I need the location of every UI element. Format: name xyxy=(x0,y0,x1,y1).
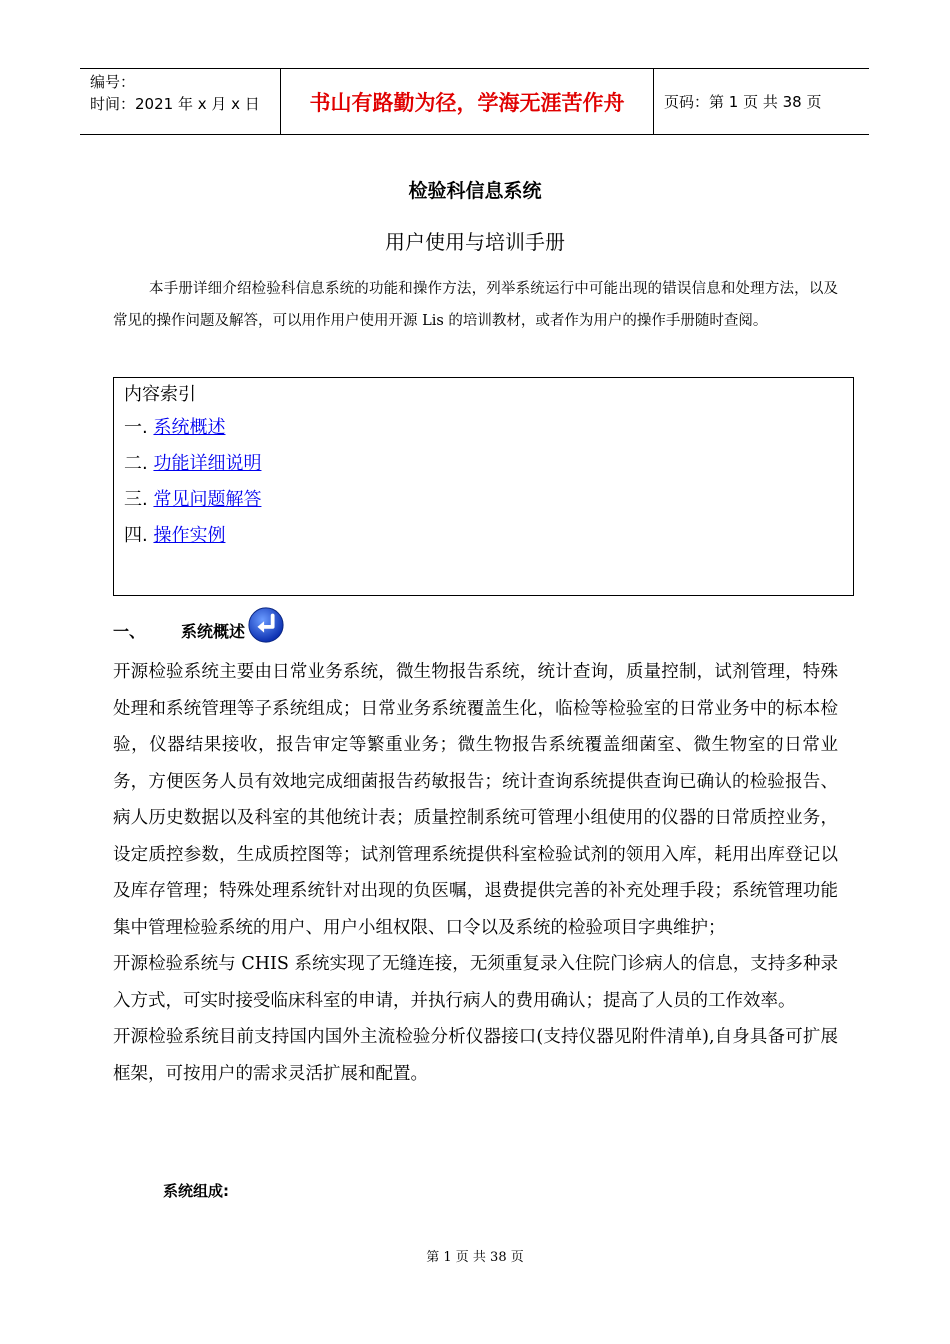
toc-item-number: 一. xyxy=(124,417,154,438)
toc-item-number: 三. xyxy=(124,489,154,510)
intro-paragraph: 本手册详细介绍检验科信息系统的功能和操作方法，列举系统运行中可能出现的错误信息和处理方法，以及常见的操作问题及解答，可以用作用户使用开源 Lis 的培训教材，或者作为用户的操作手册随时查阅。 xyxy=(113,281,838,329)
toc-link-examples[interactable]: 操作实例 xyxy=(153,525,226,546)
time-label: 时间：2021 年 x 月 x 日 xyxy=(90,95,260,113)
document-subtitle: 用户使用与培训手册 xyxy=(385,230,565,254)
toc-link-faq[interactable]: 常见问题解答 xyxy=(153,489,262,510)
section-heading xyxy=(113,602,285,642)
toc-item xyxy=(124,518,853,554)
subsection-heading: 系统组成: xyxy=(163,1182,229,1200)
body-paragraph: 开源检验系统目前支持国内国外主流检验分析仪器接口(支持仪器见附件清单),自身具备可扩展框架，可按用户的需求灵活扩展和配置。 xyxy=(113,1027,838,1084)
toc-title: 内容索引 xyxy=(124,384,196,405)
toc-item xyxy=(124,410,853,446)
body-paragraph: 开源检验系统与 CHIS 系统实现了无缝连接，无须重复录入住院门诊病人的信息，支持多种录入方式，可实时接受临床科室的申请，并执行病人的费用确认；提高了人员的工作效率。 xyxy=(113,954,838,1011)
toc-item-number: 四. xyxy=(124,525,154,546)
page-info: 页码：第 1 页 共 38 页 xyxy=(664,93,822,111)
toc-link-functions[interactable]: 功能详细说明 xyxy=(153,453,262,474)
section-number: 一、 xyxy=(113,622,146,641)
header-left-cell xyxy=(80,69,280,134)
number-label: 编号： xyxy=(90,73,136,91)
page-footer: 第 1 页 共 38 页 xyxy=(426,1250,524,1265)
header-table xyxy=(80,68,869,135)
document-title: 检验科信息系统 xyxy=(408,180,542,202)
motto: 书山有路勤为径，学海无涯苦作舟 xyxy=(280,69,654,134)
return-arrow-icon[interactable] xyxy=(247,606,285,644)
body-paragraph: 开源检验系统主要由日常业务系统，微生物报告系统，统计查询，质量控制，试剂管理，特殊处理和系统管理等子系统组成；日常业务系统覆盖生化，临检等检验室的日常业务中的标本检验，仪器结果接收，报告审定等繁重业务；微生物报告系统覆盖细菌室、微生物室的日常业务，方便医务人员有效地完成细菌报告药敏报告；统计查询系统提供查询已确认的检验报告、病人历史数据以及科室的其他统计表；质量控制系统可管理小组使用的仪器的日常质控业务，设定质控参数，生成质控图等；试剂管理系统提供科室检验试剂的领用入库，耗用出库登记以及库存管理；特殊处理系统针对出现的负医嘱，退费提供完善的补充处理手段；系统管理功能集中管理检验系统的用户、用户小组权限、口令以及系统的检验项目字典维护； xyxy=(113,662,838,938)
toc-item xyxy=(124,446,853,482)
toc-item-number: 二. xyxy=(124,453,154,474)
toc-item xyxy=(124,482,853,518)
toc-link-overview[interactable]: 系统概述 xyxy=(153,417,226,438)
section-body xyxy=(113,654,838,1092)
table-of-contents xyxy=(113,377,854,596)
section-title: 系统概述 xyxy=(181,622,246,641)
